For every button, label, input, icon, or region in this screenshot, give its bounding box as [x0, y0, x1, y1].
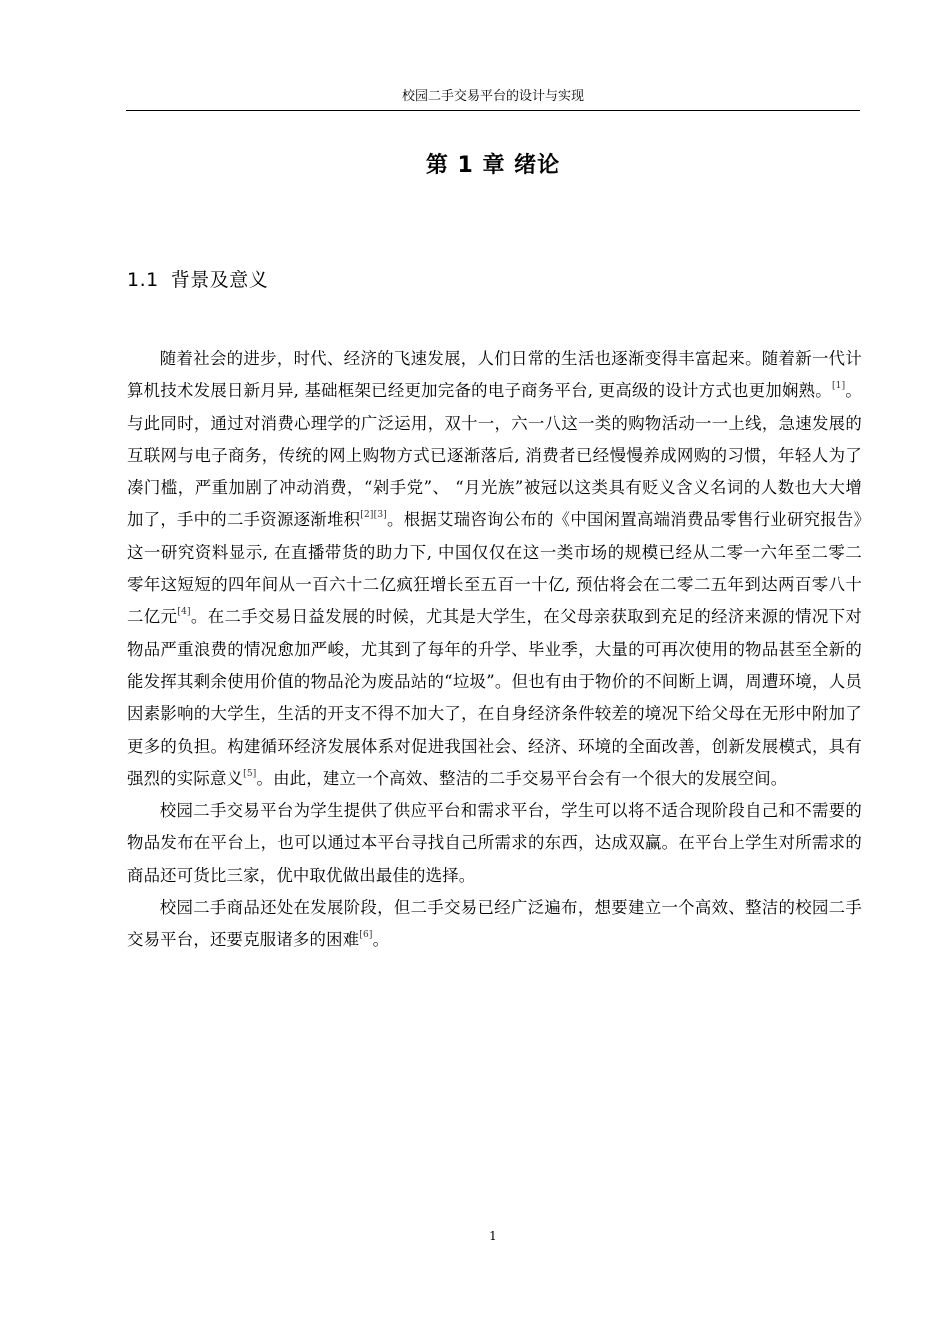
paragraph [127, 795, 862, 892]
paragraph [127, 343, 862, 795]
paragraph-text: 。与此同时，通过对消费心理学的广泛运用，双十一，六一八这一类的购物活动一一上线，急速发展的互联网与电子商务，传统的网上购物方式已逐渐落后, 消费者已经慢慢养成网购的习惯，年轻人为了凑门槛，严重加剧了冲动消费，“剁手党”、 “月光族”被冠以这类具有贬义含义名词的人数也大大增加了，手中的二手资源逐渐堆积 [127, 381, 862, 530]
citation: [5] [243, 768, 257, 779]
citation: [1] [831, 381, 846, 392]
body-text [127, 343, 862, 957]
paragraph-text: 。 [372, 930, 390, 950]
running-header: 校园二手交易平台的设计与实现 [401, 89, 584, 104]
paragraph-text: 。由此，建立一个高效、整洁的二手交易平台会有一个很大的发展空间。 [256, 768, 788, 788]
section-number: 1.1 [127, 269, 159, 291]
paragraph-text: 。在二手交易日益发展的时候，尤其是大学生，在父母亲获取到充足的经济来源的情况下对物品严重浪费的情况愈加严峻，尤其到了每年的升学、毕业季，大量的可再次使用的物品甚至全新的能发挥其剩余使用价值的物品沦为废品站的“垃圾”。但也有由于物价的不间断上调，周遭环境，人员因素影响的大学生，生活的开支不得不加大了，在自身经济条件较差的境况下给父母在无形中附加了更多的负担。构建循环经济发展体系对促进我国社会、经济、环境的全面改善，创新发展模式，具有强烈的实际意义 [127, 607, 863, 788]
citation: [2][3] [360, 510, 387, 521]
page-number: 1 [489, 1229, 497, 1243]
section-title: 背景及意义 [170, 269, 269, 291]
citation: [4] [177, 607, 191, 618]
header-rule [126, 110, 860, 111]
section-heading [127, 265, 268, 295]
paragraph-text: 随着社会的进步，时代、经济的飞速发展，人们日常的生活也逐渐变得丰富起来。随着新一代计算机技术发展日新月异, 基础框架已经更加完备的电子商务平台, 更高级的设计方式也更加娴熟。 [127, 349, 862, 401]
paragraph-text: 校园二手商品还处在发展阶段，但二手交易已经广泛遍布，想要建立一个高效、整洁的校园二手交易平台，还要克服诸多的困难 [127, 898, 862, 950]
citation: [6] [359, 930, 373, 941]
chapter-title: 第 1 章 绪论 [425, 153, 561, 178]
paragraph [127, 892, 862, 957]
paragraph-text: 校园二手交易平台为学生提供了供应平台和需求平台，学生可以将不适合现阶段自己和不需要的物品发布在平台上，也可以通过本平台寻找自己所需求的东西，达成双赢。在平台上学生对所需求的商品还可货比三家，优中取优做出最佳的选择。 [127, 801, 862, 885]
paragraph-text: 。根据艾瑞咨询公布的《中国闲置高端消费品零售行业研究报告》这一研究资料显示, 在直播带货的助力下, 中国仅仅在这一类市场的规模已经从二零一六年至二零二零年这短短的四年间从一百六十二亿疯狂增长至五百一十亿, 预估将会在二零二五年到达两百零八十二亿元 [127, 510, 862, 627]
